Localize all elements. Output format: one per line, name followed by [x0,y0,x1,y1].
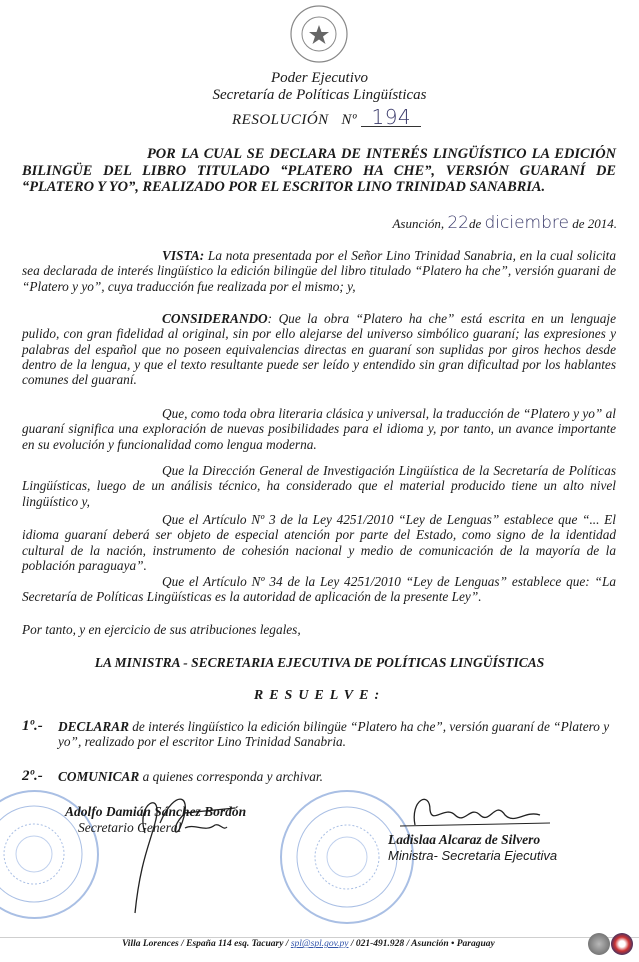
article-text: de interés lingüístico la edición bilingüe “Platero ha che”, versión guaraní de “Platero y yo”, realizado por el escritor Lino Trinidad Sanabria. [58,719,610,750]
signature-block-1 [65,804,246,836]
considerando-paragraph [22,311,616,387]
article-number: 2º.- [22,768,43,784]
que-paragraph-1 [22,406,616,452]
article-1 [22,719,616,750]
resuelve-heading: RESUELVE: [253,688,386,703]
date-month: diciembre [484,213,569,233]
footer-phone-location: / 021-491.928 / Asunción • Paraguay [348,939,495,949]
authority-heading: LA MINISTRA - SECRETARIA EJECUTIVA DE POLÍTICAS LINGÜÍSTICAS [94,655,545,670]
considerando-label: CONSIDERANDO [162,311,268,326]
vista-text: La nota presentada por el Señor Lino Trinidad Sanabria, en la cual solicita sea declarada de interés lingüístico la edición bilingüe del libro titulado “Platero ha che”, versión guarani de “Platero y yo”, cuya traducción fue realizada por el mismo; y, [22,248,617,294]
header-line-2: Secretaría de Políticas Lingüísticas [212,87,427,103]
que-text-3: Que el Artículo Nº 3 de la Ley 4251/2010 “Ley de Lenguas” establece que “... El idioma guaraní deberá ser objeto de especial atención por parte del Estado, como signo de la identidad cultural de la nación, instrumento de cohesión nacional y medio de comunicación de la mayoría de la población paraguaya”. [22,512,616,573]
article-text: a quienes corresponda y archivar. [139,769,323,784]
considerando-text: : Que la obra “Platero ha che” está escrita en un lenguaje pulido, con gran fidelidad al original, sin por ello alejarse del universo simbólico guaraní; las expresiones y palabras del español que no poseen equivalencias directas en guaraní son suplidas por giros hechos desde dentro de la lengua, y que el texto resultante puede ser leído y entendido sin gran dificultad por los hablantes comunes del guaraní. [22,311,616,388]
signatory-name: Ladislaa Alcaraz de Silvero [388,832,541,847]
signatory-name: Adolfo Damián Sánchez Bordón [65,804,247,819]
que-paragraph-2 [22,463,616,509]
date-de: de [468,216,482,231]
que-paragraph-4 [22,574,616,605]
date-place: Asunción, [392,216,445,231]
signature-2-scribble [400,790,560,835]
resolution-title [22,146,616,196]
vista-paragraph [22,248,616,294]
date-day: 22 [447,213,469,233]
vista-label: VISTA: [162,248,205,263]
article-verb: COMUNICAR [58,769,140,784]
date-line [392,213,617,233]
resolution-number [232,105,421,129]
footer-divider [0,937,639,938]
footer-seal-icon [588,933,610,955]
por-tanto: Por tanto, y en ejercicio de sus atribuciones legales, [22,622,301,637]
footer-address: Villa Lorences / España 114 esq. Tacuary / [122,939,291,949]
republic-seal-emblem [289,4,349,64]
date-year: de 2014. [572,216,617,231]
resolution-label: RESOLUCIÓN [232,112,329,128]
que-text-2: Que la Dirección General de Investigación Lingüística de la Secretaría de Políticas Lingüísticas, luego de un análisis técnico, ha considerado que el material producido tiene un alto nivel lingüístico y, [22,463,616,509]
header-line-1: Poder Ejecutivo [270,70,369,86]
article-2 [22,769,616,784]
signatory-role: Secretario General [78,820,182,835]
que-text-4: Que el Artículo Nº 34 de la Ley 4251/2010 “Ley de Lenguas” establece que: “La Secretaría de Políticas Lingüísticas es la autoridad de aplicación de la presente Ley”. [22,574,616,605]
number-label: Nº [341,112,358,128]
seal-icon [289,4,349,64]
que-paragraph-3 [22,512,616,573]
signatory-role: Ministra- Secretaria Ejecutiva [388,848,558,863]
footer-email-link[interactable]: spl@spl.gov.py [290,939,349,949]
signature-block-2 [388,832,557,863]
que-text-1: Que, como toda obra literaria clásica y universal, la traducción de “Platero y yo” al guaraní significa una exploración de nuevas posibilidades para el idioma y, por tanto, un avance importante en su evolución y funcionalidad como lengua moderna. [22,406,616,452]
footer-flag-seal-icon [611,933,633,955]
article-number: 1º.- [22,718,43,734]
title-text: POR LA CUAL SE DECLARA DE INTERÉS LINGÜÍSTICO LA EDICIÓN BILINGÜE DEL LIBRO TITULADO “PLATERO HA CHE”, VERSIÓN GUARANÍ DE “PLATERO Y YO”, REALIZADO POR EL ESCRITOR LINO TRINIDAD SANABRIA. [22,146,616,195]
article-verb: DECLARAR [58,719,129,734]
footer-contact [122,939,495,949]
resolution-number-value: 194 [361,108,421,127]
